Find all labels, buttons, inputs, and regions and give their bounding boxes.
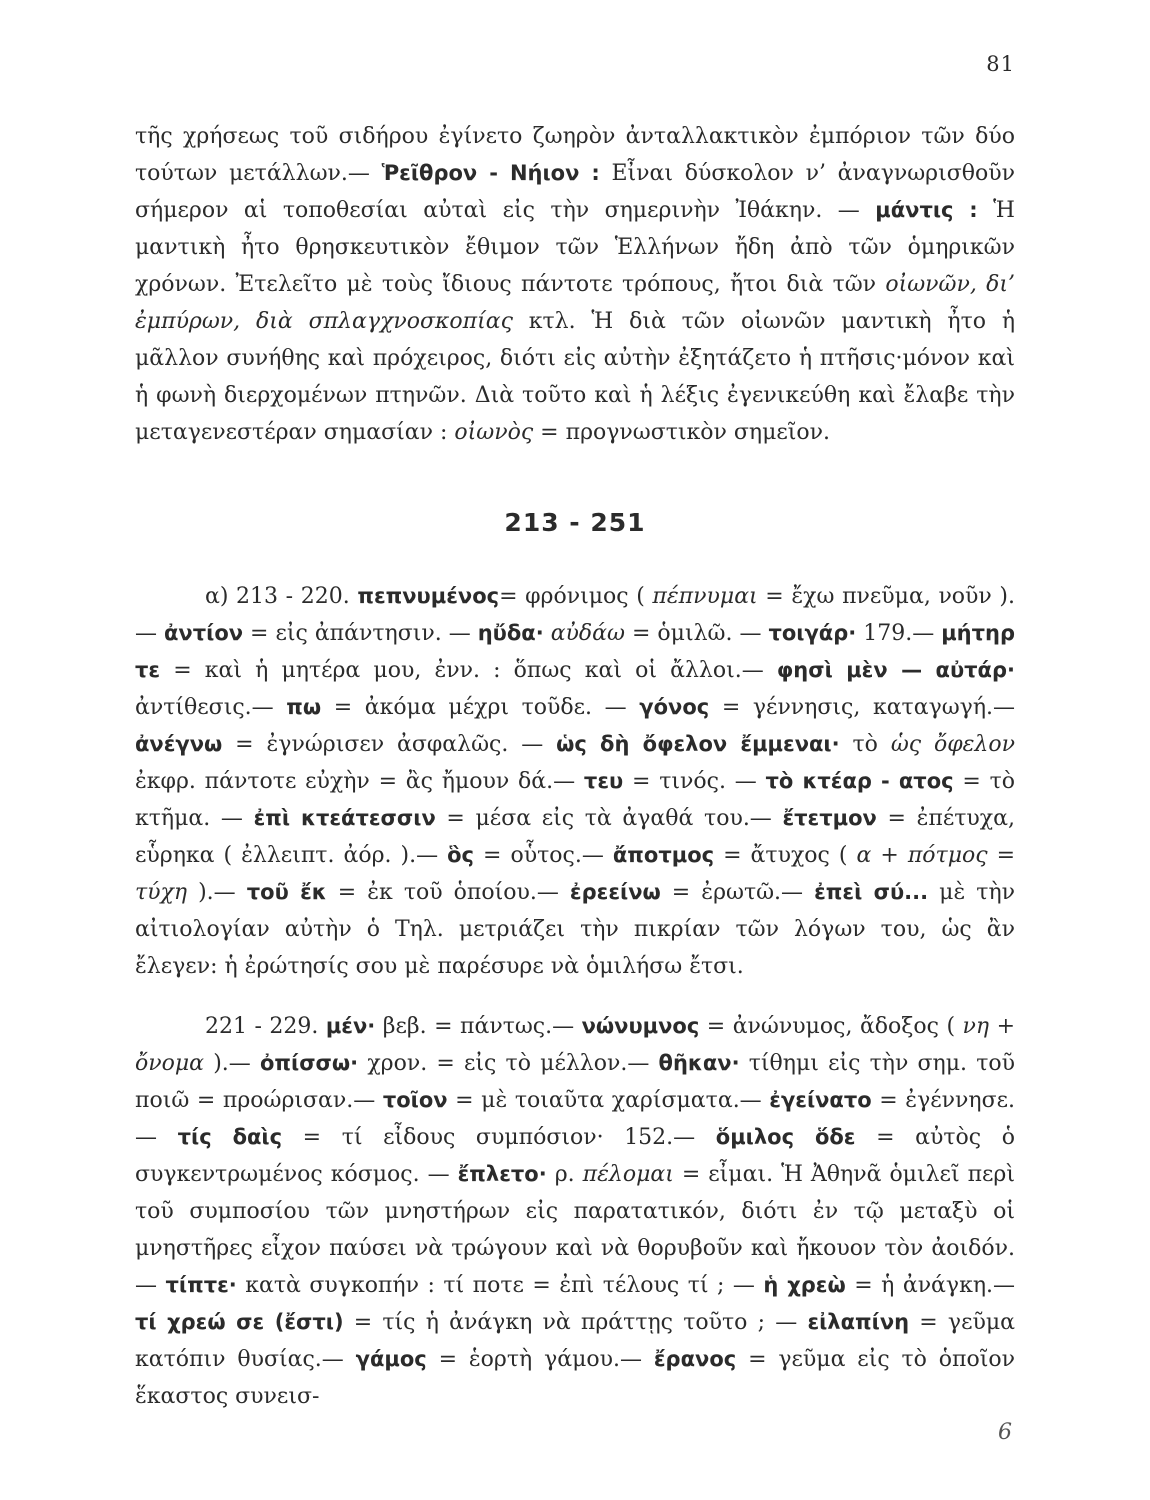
gloss-text: = ἀνώνυμος, ἄδοξος ( xyxy=(699,1014,963,1039)
lemma-term: τοῦ ἔκ xyxy=(246,880,327,904)
lemma-term: τευ xyxy=(583,769,624,793)
lemma-term: ἀνέγνω xyxy=(135,732,223,756)
gloss-text: ἐκφρ. πάντοτε εὐχὴν = ἂς ἤμουν δά.— xyxy=(135,769,584,794)
lemma-term: ἐπεὶ σύ... xyxy=(814,880,929,904)
gloss-text: = τινός. — xyxy=(623,769,766,794)
lemma-term: ἀντίον xyxy=(164,621,244,645)
lemma-term: ἡ χρεὼ xyxy=(763,1273,846,1297)
gloss-text: = ἄτυχος ( xyxy=(714,843,857,868)
gloss-text: = εἰς ἀπάντησιν. — xyxy=(243,621,478,646)
lemma-term: ἔπλετο· xyxy=(457,1162,547,1186)
gloss-text: = οὗτος.— xyxy=(474,843,613,868)
gloss-text: ).— xyxy=(187,880,247,905)
lemma-term: εἰλαπίνη xyxy=(807,1310,910,1334)
italic-text: πέλομαι xyxy=(582,1162,674,1187)
gloss-text: ).— xyxy=(204,1051,260,1076)
lemma-term: ἔρανος xyxy=(653,1347,737,1371)
gloss-text: τίθημι εἰς τὴν σημ. τοῦ ποιῶ = προώρισαν.— xyxy=(135,1051,1015,1113)
gloss-text xyxy=(544,621,551,646)
lemma-term: ὀπίσσω· xyxy=(259,1051,359,1075)
gloss-text: = ὁμιλῶ. — xyxy=(624,621,769,646)
gloss-text: = τὸ κτῆμα. — xyxy=(135,769,1016,831)
lemma-term: γάμος xyxy=(355,1347,427,1371)
italic-text: α + πότμος = τύχη xyxy=(135,843,1016,905)
gloss-text: 179.— xyxy=(856,621,942,646)
lemma-term: τὸ κτέαρ - ατος xyxy=(765,769,954,793)
paragraph-text xyxy=(135,578,1015,985)
gloss-text: = γεῦμα εἰς τὸ ὁποῖον ἕκαστος συνεισ- xyxy=(135,1347,1015,1409)
lemma-term: τίς δαὶς xyxy=(177,1125,283,1149)
gloss-text: = ἐγνώρισεν ἀσφαλῶς. — xyxy=(222,732,557,757)
gloss-text: = προγνωστικὸν σημεῖον. xyxy=(533,420,831,445)
gloss-text: = ἐκ τοῦ ὁποίου.— xyxy=(326,880,570,905)
gloss-text: τὸ xyxy=(839,732,891,757)
intro-paragraph xyxy=(135,118,1015,451)
italic-text: ὡς ὄφελον xyxy=(890,732,1015,757)
section-heading: 213 - 251 xyxy=(504,508,646,537)
paragraph-text xyxy=(135,118,1015,451)
italic-text: αὐδάω xyxy=(550,621,625,646)
gloss-text: = ἑορτὴ γάμου.— xyxy=(426,1347,654,1372)
gloss-text: = αὐτὸς ὁ συγκεντρωμένος κόσμος. — xyxy=(135,1125,1015,1187)
lemma-term: θῆκαν· xyxy=(658,1051,740,1075)
lemma-term: ἔτετμον xyxy=(782,806,877,830)
gloss-text: Ἡ μαντικὴ ἦτο θρησκευτικὸν ἔθιμον τῶν Ἑλλήνων ἤδη ἀπὸ τῶν ὁμηρικῶν χρόνων. Ἐτελεῖτο μὲ τοὺς ἴδιους πάντοτε τρόπους, ἤτοι διὰ τῶν xyxy=(135,198,1015,297)
gloss-text: = τίς ἡ ἀνάγκη νὰ πράττῃς τοῦτο ; — xyxy=(343,1310,808,1335)
lemma-term: Ῥεῖθρον - Νήιον : xyxy=(381,161,600,185)
lemma-term: τί χρεώ σε (ἔστι) xyxy=(135,1310,344,1334)
lemma-term: μέν· xyxy=(325,1014,376,1038)
lemma-term: τίπτε· xyxy=(165,1273,237,1297)
italic-text: οἰωνῶν, δι’ ἐμπύρων, διὰ σπλαγχνοσκοπίας xyxy=(135,272,1015,334)
gloss-text: βεβ. = πάντως.— xyxy=(375,1014,582,1039)
gloss-text: = γεῦμα κατόπιν θυσίας.— xyxy=(135,1310,1015,1372)
commentary-213-220 xyxy=(135,578,1015,985)
gloss-text: α) 213 - 220. xyxy=(205,584,358,609)
italic-text: νη + ὄνομα xyxy=(135,1014,1016,1076)
gloss-text: = καὶ ἡ μητέρα μου, ἐνν. : ὅπως καὶ οἱ ἄλλοι.— xyxy=(160,658,777,683)
gloss-text: ἀντίθεσις.— xyxy=(135,695,287,720)
lemma-term: ηὔδα· xyxy=(477,621,544,645)
gloss-text: 221 - 229. xyxy=(205,1014,326,1039)
gloss-text: = ἔχω πνεῦμα, νοῦν ).— xyxy=(135,584,1016,646)
lemma-term: ἐπὶ κτεάτεσσιν xyxy=(253,806,436,830)
gloss-text: Εἶναι δύσκολον ν’ ἀναγνωρισθοῦν σήμερον αἱ τοποθεσίαι αὐταὶ εἰς τὴν σημερινὴν Ἰθάκην. — xyxy=(135,161,1015,223)
gloss-text: = ἀκόμα μέχρι τοῦδε. — xyxy=(321,695,640,720)
lemma-term: φησὶ μὲν — αὐτάρ· xyxy=(776,658,1015,682)
gloss-text: = ἐρωτῶ.— xyxy=(660,880,815,905)
lemma-term: πω xyxy=(286,695,322,719)
lemma-term: ὃς xyxy=(447,843,475,867)
gloss-text: = μὲ τοιαῦτα χαρίσματα.— xyxy=(447,1088,770,1113)
italic-text: οἰωνὸς xyxy=(454,420,534,445)
lemma-term: ὡς δὴ ὄφελον ἔμμεναι· xyxy=(556,732,840,756)
paragraph-text xyxy=(135,1008,1015,1415)
gloss-text: = γέννησις, καταγωγή.— xyxy=(709,695,1015,720)
lemma-term: ἐρεείνω xyxy=(569,880,661,904)
gloss-text: = ἐγέννησε.— xyxy=(135,1088,1015,1150)
gloss-text: κτλ. Ἡ διὰ τῶν οἰωνῶν μαντικὴ ἦτο ἡ μᾶλλον συνήθης καὶ πρόχειρος, διότι εἰς αὐτὴν ἐξητάζετο ἡ πτῆσις·μόνον καὶ ἡ φωνὴ διερχομένων πτηνῶν. Διὰ τοῦτο καὶ ἡ λέξις ἐγενικεύθη καὶ ἔλαβε τὴν μεταγενεστέραν σημασίαν : xyxy=(135,309,1016,445)
lemma-term: τοῖον xyxy=(382,1088,448,1112)
gloss-text: τῆς χρήσεως τοῦ σιδήρου ἐγίνετο ζωηρὸν ἀνταλλακτικὸν ἐμπόριον τῶν δύο τούτων μετάλλων.— xyxy=(135,124,1015,186)
lemma-term: ἄποτμος xyxy=(612,843,715,867)
gloss-text: ρ. xyxy=(546,1162,583,1187)
lemma-term: ἐγείνατο xyxy=(769,1088,872,1112)
page-number: 81 xyxy=(986,52,1015,76)
lemma-term: μάντις : xyxy=(875,198,978,222)
lemma-term: νώνυμνος xyxy=(581,1014,700,1038)
sheet-marker: 6 xyxy=(998,1420,1012,1445)
gloss-text: = τί εἶδους συμπόσιον· 152.— xyxy=(282,1125,716,1150)
gloss-text: μὲ τὴν αἰτιολογίαν αὐτὴν ὁ Τηλ. μετριάζει τὴν πικρίαν τῶν λόγων του, ὡς ἂν ἔλεγεν: ἡ ἐρώτησίς σου μὲ παρέσυρε νὰ ὁμιλήσω ἔτσι. xyxy=(135,880,1016,979)
italic-text: πέπνυμαι xyxy=(652,584,758,609)
gloss-text: = μέσα εἰς τὰ ἀγαθά του.— xyxy=(435,806,783,831)
gloss-text: = φρόνιμος ( xyxy=(499,584,653,609)
commentary-221-229 xyxy=(135,1008,1015,1415)
lemma-term: γόνος xyxy=(639,695,710,719)
gloss-text: = ἐπέτυχα, εὗρηκα ( ἐλλειπτ. ἀόρ. ).— xyxy=(135,806,1015,868)
gloss-text: κατὰ συγκοπήν : τί ποτε = ἐπὶ τέλους τί ; — xyxy=(236,1273,764,1298)
lemma-term: τοιγάρ· xyxy=(768,621,857,645)
lemma-term: μήτηρ τε xyxy=(135,621,1015,682)
gloss-text: = ἡ ἀνάγκη.— xyxy=(845,1273,1015,1298)
lemma-term: πεπνυμένος xyxy=(357,584,500,608)
gloss-text: = εἶμαι. Ἡ Ἀθηνᾶ ὁμιλεῖ περὶ τοῦ συμποσίου τῶν μνηστήρων εἰς παρατατικόν, διότι ἐν τῷ μεταξὺ οἱ μνηστῆρες εἶχον παύσει νὰ τρώγουν καὶ νὰ θορυβοῦν καὶ ἤκουον τὸν ἀοιδόν.— xyxy=(135,1162,1015,1298)
gloss-text: χρον. = εἰς τὸ μέλλον.— xyxy=(358,1051,659,1076)
lemma-term: ὅμιλος ὅδε xyxy=(715,1125,856,1149)
